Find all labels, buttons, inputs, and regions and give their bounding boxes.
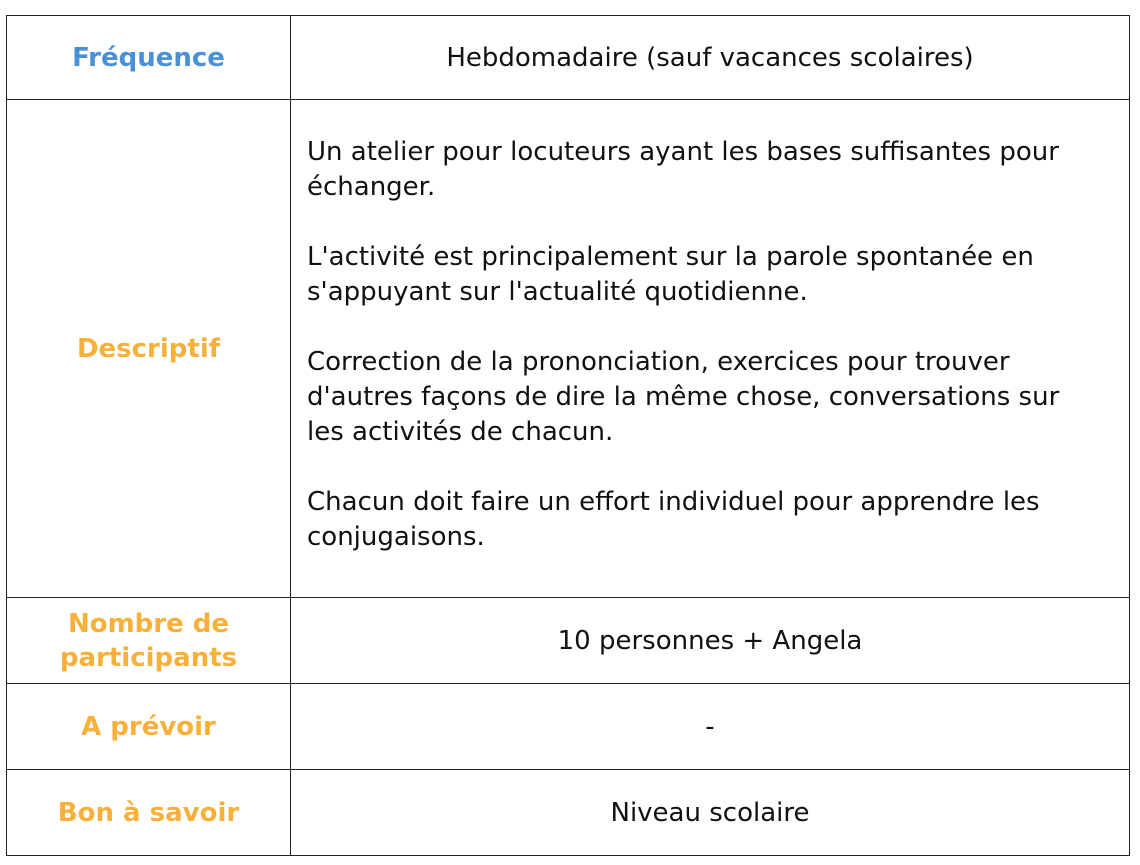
value-bon-a-savoir: Niveau scolaire <box>291 770 1130 856</box>
label-participants: Nombre de participants <box>7 598 291 684</box>
label-descriptif: Descriptif <box>7 100 291 598</box>
descriptif-paragraph: L'activité est principalement sur la parole spontanée en s'appuyant sur l'actualité quotidienne. <box>307 241 1034 307</box>
table-row-participants <box>7 598 1130 684</box>
table-row-descriptif <box>7 100 1130 598</box>
descriptif-paragraph: Correction de la prononciation, exercices pour trouver d'autres façons de dire la même chose, conversations sur les activités de chacun. <box>307 346 1060 447</box>
table-row-frequence <box>7 16 1130 100</box>
table-row-a-prevoir <box>7 684 1130 770</box>
activity-info-table <box>6 15 1130 856</box>
descriptif-paragraph: Chacun doit faire un effort individuel pour apprendre les conjugaisons. <box>307 486 1040 552</box>
label-bon-a-savoir: Bon à savoir <box>7 770 291 856</box>
value-descriptif <box>291 100 1130 598</box>
label-frequence: Fréquence <box>7 16 291 100</box>
table-row-bon-a-savoir <box>7 770 1130 856</box>
descriptif-paragraph: Un atelier pour locuteurs ayant les bases suffisantes pour échanger. <box>307 136 1059 202</box>
value-frequence: Hebdomadaire (sauf vacances scolaires) <box>291 16 1130 100</box>
label-a-prevoir: A prévoir <box>7 684 291 770</box>
value-participants: 10 personnes + Angela <box>291 598 1130 684</box>
value-a-prevoir: - <box>291 684 1130 770</box>
